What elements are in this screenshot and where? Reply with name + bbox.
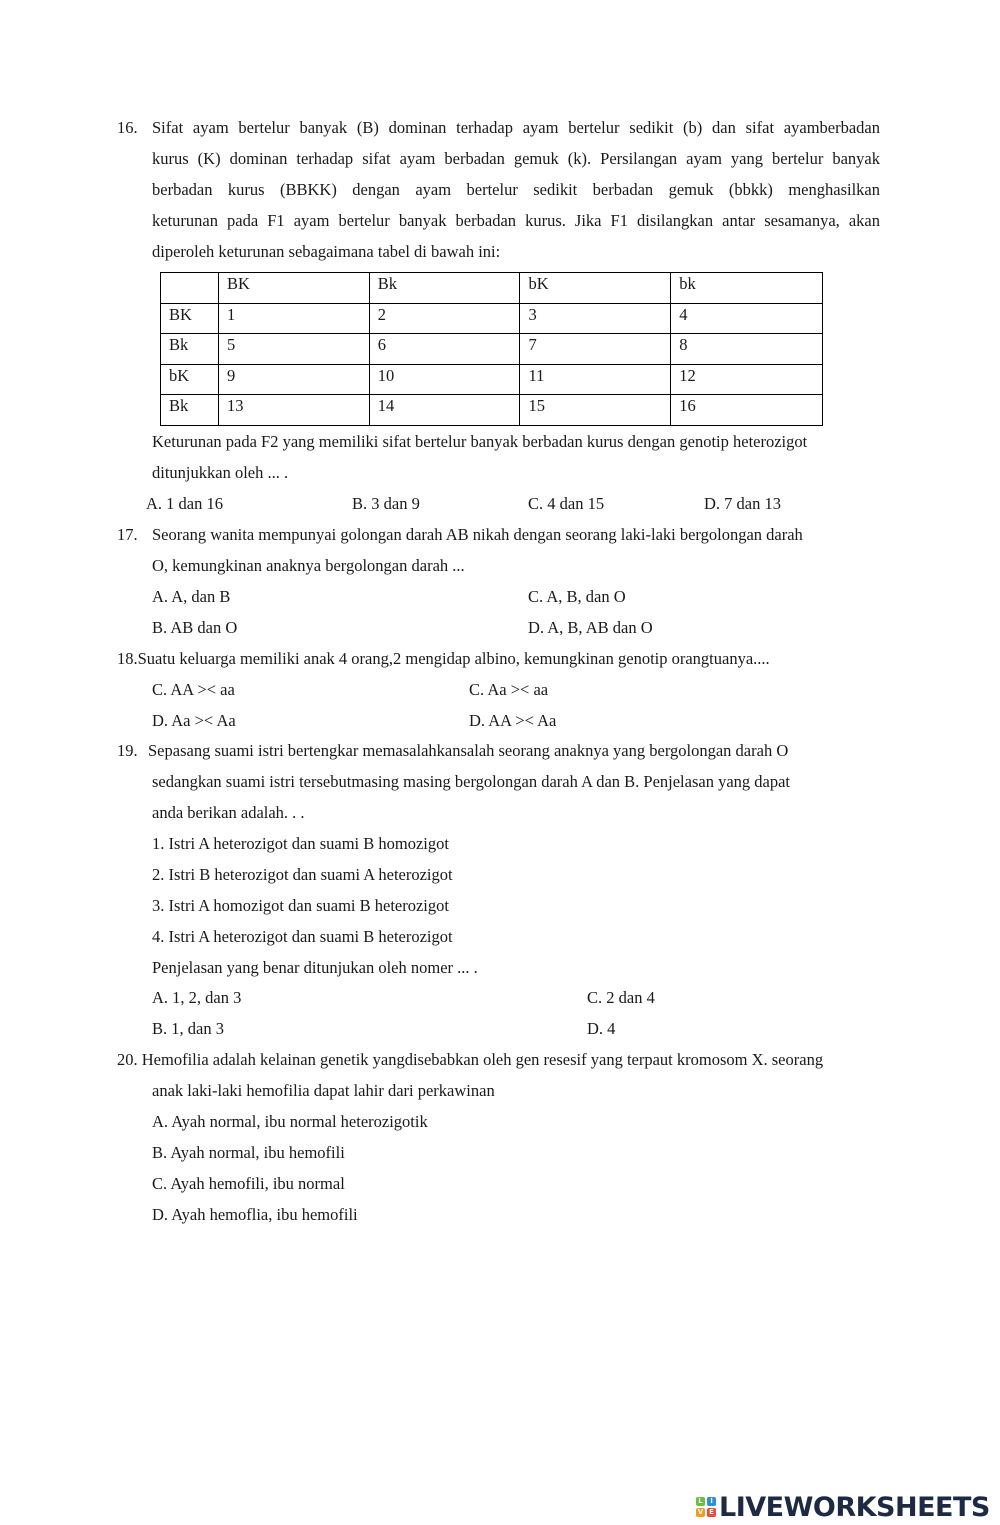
q17-option-b[interactable]: B. AB dan O	[152, 618, 238, 637]
table-row	[161, 364, 823, 395]
q19-line-1: Sepasang suami istri bertengkar memasalahkansalah seorang anaknya yang bergolongan darah O	[148, 741, 789, 760]
q19-option-b[interactable]: B. 1, dan 3	[152, 1019, 224, 1038]
table-cell: 10	[369, 364, 520, 395]
table-cell: Bk	[161, 395, 219, 426]
table-cell: 3	[520, 303, 671, 334]
q20-option-d[interactable]: D. Ayah hemoflia, ibu hemofili	[152, 1205, 358, 1224]
q20-option-b[interactable]: B. Ayah normal, ibu hemofili	[152, 1143, 345, 1162]
q20-option-c[interactable]: C. Ayah hemofili, ibu normal	[152, 1174, 345, 1193]
q16-line-1: Sifat ayam bertelur banyak (B) dominan terhadap ayam bertelur sedikit (b) dan sifat ayamberbadan	[152, 118, 880, 137]
q19-number: 19.	[117, 741, 138, 760]
table-cell: 11	[520, 364, 671, 395]
logo-mark-icon	[696, 1497, 716, 1517]
q17-option-c[interactable]: C. A, B, dan O	[528, 587, 626, 606]
q17-line-2: O, kemungkinan anaknya bergolongan darah ...	[152, 556, 465, 575]
q16-line-4: keturunan pada F1 ayam bertelur banyak berbadan kurus. Jika F1 disilangkan antar sesamanya, akan	[152, 211, 880, 230]
table-cell: 6	[369, 334, 520, 365]
table-cell: bK	[520, 273, 671, 304]
logo-mark-letter: I	[707, 1497, 716, 1506]
table-cell: bK	[161, 364, 219, 395]
q19-statement-1: 1. Istri A heterozigot dan suami B homozigot	[152, 834, 449, 853]
table-row	[161, 334, 823, 365]
table-cell: 12	[671, 364, 823, 395]
q16-option-a[interactable]: A. 1 dan 16	[146, 494, 223, 513]
table-cell: BK	[218, 273, 369, 304]
table-cell: 15	[520, 395, 671, 426]
table-cell: 16	[671, 395, 823, 426]
q16-option-c[interactable]: C. 4 dan 15	[528, 494, 605, 513]
q18-option-2[interactable]: C. Aa >< aa	[469, 680, 549, 699]
logo-mark-letter: E	[707, 1508, 716, 1517]
q19-option-c[interactable]: C. 2 dan 4	[587, 988, 655, 1007]
q18-option-3[interactable]: D. Aa >< Aa	[152, 711, 236, 730]
logo-text: LIVEWORKSHEETS	[719, 1491, 990, 1523]
table-cell: 1	[218, 303, 369, 334]
liveworksheets-logo	[696, 1490, 990, 1524]
table-cell: 13	[218, 395, 369, 426]
table-cell: BK	[161, 303, 219, 334]
q19-line-3: anda berikan adalah. . .	[152, 803, 305, 822]
table-cell	[161, 273, 219, 304]
q19-statement-4: 4. Istri A heterozigot dan suami B heterozigot	[152, 927, 453, 946]
q16-line-3: berbadan kurus (BBKK) dengan ayam bertelur sedikit berbadan gemuk (bbkk) menghasilkan	[152, 180, 880, 199]
q16-after-line-2: ditunjukkan oleh ... .	[152, 463, 289, 482]
table-header-row	[161, 273, 823, 304]
q18-option-1[interactable]: C. AA >< aa	[152, 680, 235, 699]
q19-line-2: sedangkan suami istri tersebutmasing masing bergolongan darah A dan B. Penjelasan yang dapat	[152, 772, 791, 791]
table-cell: 9	[218, 364, 369, 395]
q20-option-a[interactable]: A. Ayah normal, ibu normal heterozigotik	[152, 1112, 428, 1131]
logo-mark-letter: V	[697, 1508, 704, 1516]
table-cell: 4	[671, 303, 823, 334]
q18-option-4[interactable]: D. AA >< Aa	[469, 711, 557, 730]
q17-option-d[interactable]: D. A, B, AB dan O	[528, 618, 653, 637]
q16-line-5: diperoleh keturunan sebagaimana tabel di bawah ini:	[152, 242, 501, 261]
q17-number: 17.	[117, 525, 138, 544]
table-cell: 2	[369, 303, 520, 334]
table-cell: 5	[218, 334, 369, 365]
q19-statement-2: 2. Istri B heterozigot dan suami A heterozigot	[152, 865, 453, 884]
punnett-table	[160, 272, 823, 426]
q16-option-b[interactable]: B. 3 dan 9	[352, 494, 420, 513]
q19-option-a[interactable]: A. 1, 2, dan 3	[152, 988, 242, 1007]
table-cell: Bk	[369, 273, 520, 304]
q16-number: 16.	[117, 118, 138, 137]
table-cell: 14	[369, 395, 520, 426]
q16-after-line-1: Keturunan pada F2 yang memiliki sifat bertelur banyak berbadan kurus dengan genotip heterozigot	[152, 432, 808, 451]
q16-option-d[interactable]: D. 7 dan 13	[704, 494, 781, 513]
table-row	[161, 303, 823, 334]
q16-line-2: kurus (K) dominan terhadap sifat ayam berbadan gemuk (k). Persilangan ayam yang bertelur banyak	[152, 149, 880, 168]
table-cell: Bk	[161, 334, 219, 365]
table-cell: 7	[520, 334, 671, 365]
q19-option-d[interactable]: D. 4	[587, 1019, 616, 1038]
logo-mark-letter: L	[696, 1497, 705, 1506]
q17-line-1: Seorang wanita mempunyai golongan darah AB nikah dengan seorang laki-laki bergolongan darah	[152, 525, 803, 544]
q19-statement-3: 3. Istri A homozigot dan suami B heterozigot	[152, 896, 449, 915]
table-row	[161, 395, 823, 426]
q20-line-1: 20. Hemofilia adalah kelainan genetik yangdisebabkan oleh gen resesif yang terpaut kromosom X. seorang	[117, 1050, 824, 1069]
table-cell: 8	[671, 334, 823, 365]
table-cell: bk	[671, 273, 823, 304]
q20-line-2: anak laki-laki hemofilia dapat lahir dari perkawinan	[152, 1081, 495, 1100]
q18-line: 18.Suatu keluarga memiliki anak 4 orang,2 mengidap albino, kemungkinan genotip orangtuanya....	[117, 649, 770, 668]
q19-prompt: Penjelasan yang benar ditunjukan oleh nomer ... .	[152, 958, 478, 977]
q17-option-a[interactable]: A. A, dan B	[152, 587, 231, 606]
